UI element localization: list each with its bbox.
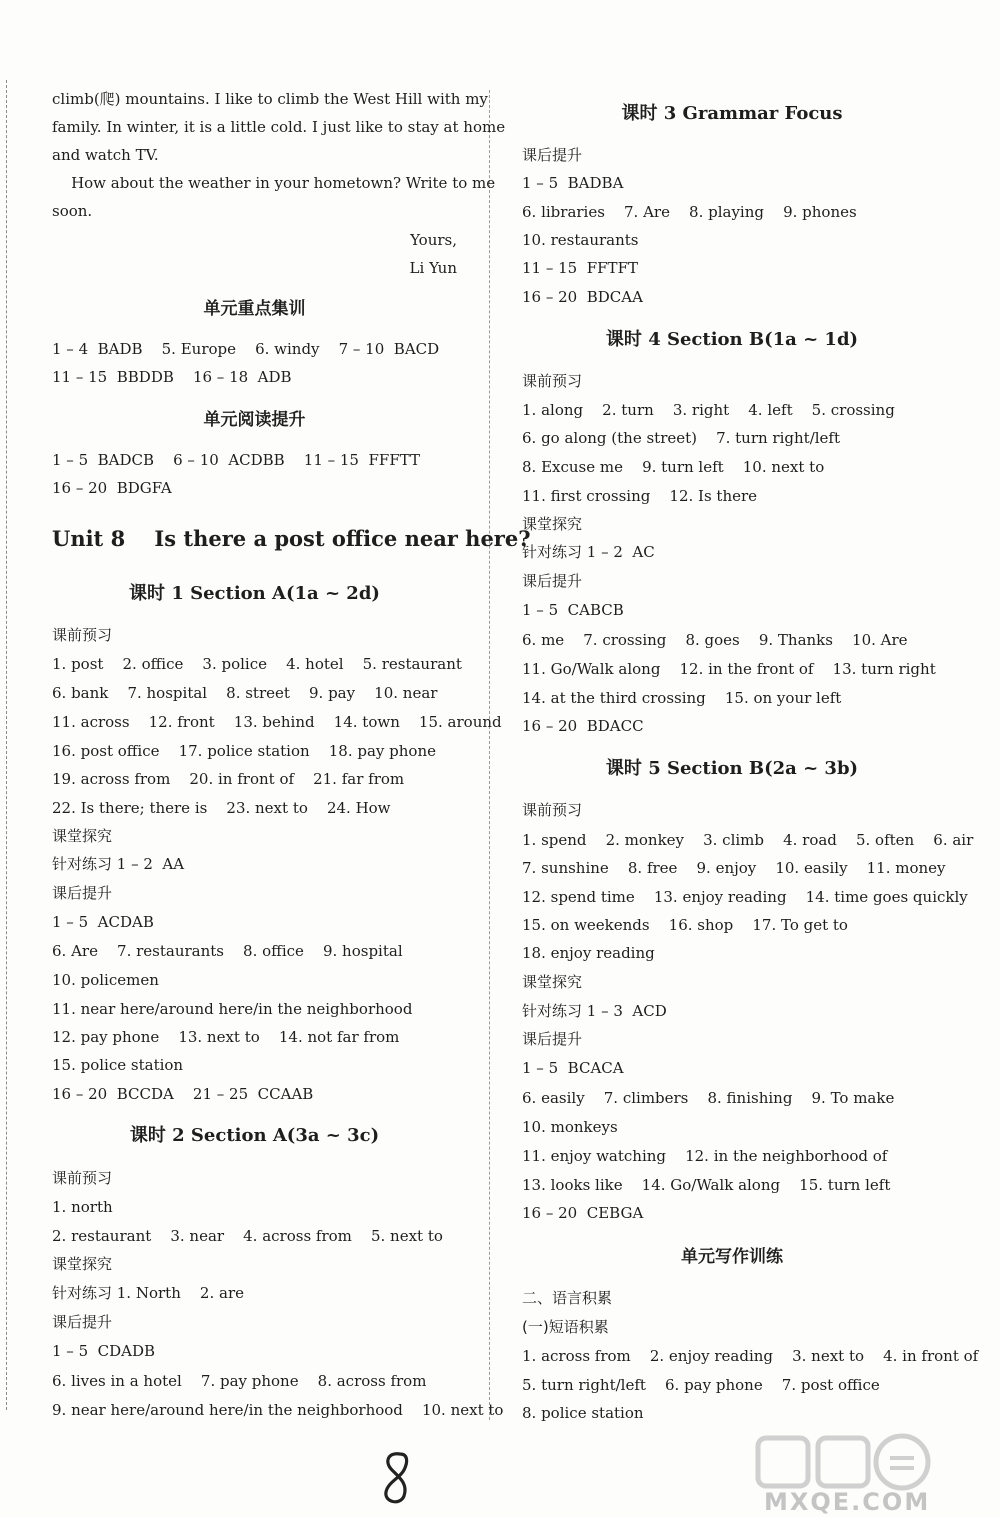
- answer-line: 1 – 5 BADBA: [522, 174, 624, 192]
- answer-line: 1. along 2. turn 3. right 4. left 5. crossing: [522, 401, 895, 419]
- after-class-label: 课后提升: [522, 146, 583, 164]
- handwritten-eight-icon: [378, 1448, 418, 1508]
- answer-line: 针对练习 1. North 2. are: [52, 1284, 245, 1302]
- preview-label: 课前预习: [522, 801, 583, 819]
- letter-closing: Yours,: [410, 231, 457, 249]
- answer-line: 12. pay phone 13. next to 14. not far from: [52, 1028, 400, 1046]
- answer-line: 6. easily 7. climbers 8. finishing 9. To make: [522, 1089, 895, 1107]
- preview-label: 课前预习: [52, 1169, 113, 1187]
- answer-line: 1. spend 2. monkey 3. climb 4. road 5. often 6. air: [522, 831, 974, 849]
- answer-line: 针对练习 1 – 2 AC: [522, 543, 655, 561]
- unit-title: Unit 8 Is there a post office near here?: [52, 526, 531, 551]
- answer-line: 11. across 12. front 13. behind 14. town 15. around: [52, 713, 502, 731]
- class-label: 课堂探究: [522, 973, 583, 991]
- section-title-reading: 单元阅读提升: [203, 410, 306, 430]
- answer-line: 11. Go/Walk along 12. in the front of 13. turn right: [522, 660, 936, 678]
- lesson-5-title: 课时 5 Section B(2a ~ 3b): [605, 758, 859, 779]
- lesson-4-title: 课时 4 Section B(1a ~ 1d): [605, 329, 859, 350]
- class-label: 课堂探究: [52, 1255, 113, 1273]
- after-class-label: 课后提升: [52, 1313, 113, 1331]
- answer-line: 1. post 2. office 3. police 4. hotel 5. restaurant: [52, 655, 462, 673]
- answer-line: 针对练习 1 – 2 AA: [52, 855, 185, 873]
- answer-line: 6. libraries 7. Are 8. playing 9. phones: [522, 203, 857, 221]
- preview-label: 课前预习: [522, 372, 583, 390]
- letter-signature: Li Yun: [409, 259, 457, 277]
- section-title-writing: 单元写作训练: [681, 1247, 783, 1267]
- answer-line: 16. post office 17. police station 18. pay phone: [52, 742, 436, 760]
- answer-line: 6. Are 7. restaurants 8. office 9. hospital: [52, 942, 403, 960]
- after-class-label: 课后提升: [52, 884, 113, 902]
- language-accumulation-label: 二、语言积累: [522, 1289, 613, 1307]
- answer-line: 6. go along (the street) 7. turn right/left: [522, 429, 841, 447]
- answer-line: 1 – 5 CDADB: [52, 1342, 156, 1360]
- answer-line: 1 – 5 BADCB 6 – 10 ACDBB 11 – 15 FFFTT: [52, 451, 421, 469]
- answer-line: 10. restaurants: [522, 231, 639, 249]
- section-title-review: 单元重点集训: [203, 299, 306, 319]
- answer-line: 16 – 20 CEBGA: [522, 1204, 644, 1222]
- answer-line: 11. enjoy watching 12. in the neighborhood of: [522, 1147, 888, 1165]
- page-number: [378, 1448, 418, 1508]
- answer-line: 11 – 15 FFTFT: [522, 259, 638, 277]
- class-label: 课堂探究: [52, 827, 113, 845]
- answer-line: 2. restaurant 3. near 4. across from 5. next to: [52, 1227, 443, 1245]
- text-line: climb(爬) mountains. I like to climb the West Hill with my: [52, 90, 488, 108]
- answer-line: 5. turn right/left 6. pay phone 7. post office: [522, 1376, 880, 1394]
- answer-line: 针对练习 1 – 3 ACD: [522, 1002, 667, 1020]
- lesson-3-title: 课时 3 Grammar Focus: [621, 103, 843, 124]
- answer-line: 11 – 15 BBDDB 16 – 18 ADB: [52, 368, 292, 386]
- answer-line: 15. police station: [52, 1056, 184, 1074]
- answer-line: 15. on weekends 16. shop 17. To get to: [522, 916, 848, 934]
- text-line: soon.: [52, 202, 93, 220]
- column-divider: [489, 90, 490, 1420]
- answer-line: 11. first crossing 12. Is there: [522, 487, 758, 505]
- answer-line: 18. enjoy reading: [522, 944, 655, 962]
- answer-line: 7. sunshine 8. free 9. enjoy 10. easily 11. money: [522, 859, 946, 877]
- answer-line: 13. looks like 14. Go/Walk along 15. turn left: [522, 1176, 891, 1194]
- answer-line: 16 – 20 BDCAA: [522, 288, 643, 306]
- answer-line: 10. policemen: [52, 971, 159, 989]
- answer-line: 11. near here/around here/in the neighborhood: [52, 1000, 413, 1018]
- class-label: 课堂探究: [522, 515, 583, 533]
- answer-line: 1. north: [52, 1198, 113, 1216]
- answer-line: 16 – 20 BCCDA 21 – 25 CCAAB: [52, 1085, 314, 1103]
- answer-line: 1 – 5 ACDAB: [52, 913, 154, 931]
- text-line: family. In winter, it is a little cold. I just like to stay at home: [52, 118, 506, 136]
- phrase-accumulation-label: (一)短语积累: [522, 1318, 609, 1336]
- answer-line: 12. spend time 13. enjoy reading 14. time goes quickly: [522, 888, 968, 906]
- lesson-2-title: 课时 2 Section A(3a ~ 3c): [129, 1125, 380, 1146]
- preview-label: 课前预习: [52, 626, 113, 644]
- left-margin-dashed-line: [6, 80, 7, 1410]
- answer-line: 16 – 20 BDACC: [522, 717, 644, 735]
- answer-line: 6. lives in a hotel 7. pay phone 8. across from: [52, 1372, 427, 1390]
- answer-line: 16 – 20 BDGFA: [52, 479, 172, 497]
- answer-line: 14. at the third crossing 15. on your left: [522, 689, 842, 707]
- after-class-label: 课后提升: [522, 572, 583, 590]
- after-class-label: 课后提升: [522, 1030, 583, 1048]
- answer-line: 9. near here/around here/in the neighborhood 10. next to: [52, 1401, 504, 1419]
- answer-line: 1 – 5 BCACA: [522, 1059, 624, 1077]
- lesson-1-title: 课时 1 Section A(1a ~ 2d): [129, 583, 380, 604]
- watermark-text: MXQE.COM: [764, 1488, 931, 1516]
- answer-line: 8. police station: [522, 1404, 644, 1422]
- answer-line: 1. across from 2. enjoy reading 3. next to 4. in front of: [522, 1347, 979, 1365]
- answer-line: 19. across from 20. in front of 21. far from: [52, 770, 405, 788]
- answer-line: 1 – 5 CABCB: [522, 601, 624, 619]
- answer-line: 6. bank 7. hospital 8. street 9. pay 10. near: [52, 684, 438, 702]
- text-line: How about the weather in your hometown? Write to me: [52, 174, 496, 192]
- answer-line: 8. Excuse me 9. turn left 10. next to: [522, 458, 825, 476]
- answer-line: 1 – 4 BADB 5. Europe 6. windy 7 – 10 BACD: [52, 340, 440, 358]
- answer-line: 22. Is there; there is 23. next to 24. How: [52, 799, 391, 817]
- answer-line: 6. me 7. crossing 8. goes 9. Thanks 10. Are: [522, 631, 908, 649]
- text-line: and watch TV.: [52, 146, 159, 164]
- answer-line: 10. monkeys: [522, 1118, 618, 1136]
